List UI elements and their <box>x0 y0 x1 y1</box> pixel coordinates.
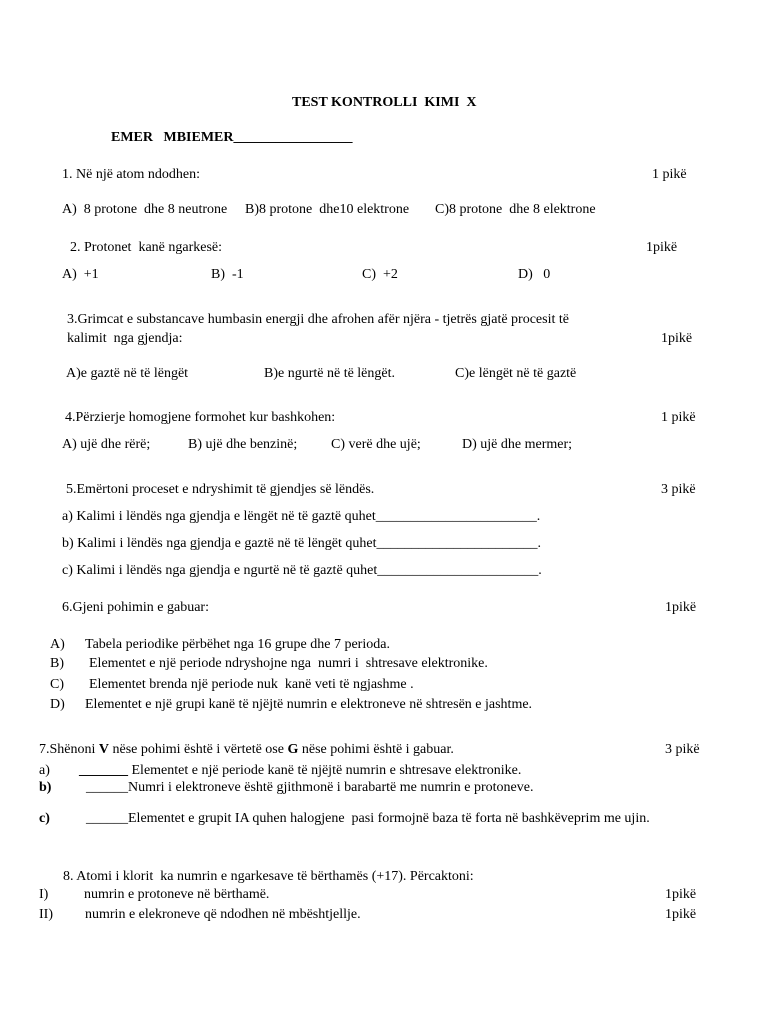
question-3-points: 1pikë <box>661 331 693 346</box>
q8-item-i: numrin e protoneve në bërthamë. <box>84 887 270 902</box>
q8-item-i-letter: I) <box>39 887 49 902</box>
q3-option-c: C)e lëngët në të gaztë <box>455 366 577 381</box>
question-7 <box>39 742 454 758</box>
question-1: 1. Në një atom ndodhen: <box>62 167 201 182</box>
q7-item-a <box>79 763 521 779</box>
q5-item-a <box>62 509 540 525</box>
q6-option-a: Tabela periodike përbëhet nga 16 grupe dhe 7 perioda. <box>85 637 390 652</box>
q6-option-c-letter: C) <box>50 677 64 692</box>
q4-option-b: B) ujë dhe benzinë; <box>188 437 298 452</box>
q1-option-a: A) 8 protone dhe 8 neutrone <box>62 202 228 217</box>
answer-blank[interactable]: ______ <box>86 811 128 826</box>
q6-option-d: Elementet e një grupi kanë të njëjtë numrin e elektroneve në shtresën e jashtme. <box>85 697 533 712</box>
q7-item-a-letter: a) <box>39 763 50 778</box>
q4-option-c: C) verë dhe ujë; <box>331 437 421 452</box>
question-5-points: 3 pikë <box>661 482 696 497</box>
answer-blank[interactable]: _______________________. <box>377 563 542 578</box>
q7-item-a-text: Elementet e një periode kanë të njëjtë numrin e shtresave elektronike. <box>128 763 522 778</box>
q2-option-b: B) -1 <box>211 267 244 282</box>
q7-item-b-letter: b) <box>39 780 52 795</box>
q7-text-3: nëse pohimi është i gabuar. <box>298 742 454 757</box>
question-5: 5.Emërtoni proceset e ndryshimit të gjendjes së lëndës. <box>66 482 375 497</box>
q7-item-c <box>86 811 650 827</box>
question-3-line-2: kalimit nga gjendja: <box>67 331 183 346</box>
q6-option-b: Elementet e një periode ndryshojne nga numri i shtresave elektronike. <box>89 656 488 671</box>
q1-option-c: C)8 protone dhe 8 elektrone <box>435 202 596 217</box>
q7-item-c-letter: c) <box>39 811 50 826</box>
q5-item-b <box>62 536 541 552</box>
q8-item-ii: numrin e elekroneve që ndodhen në mbështjellje. <box>85 907 361 922</box>
q5-item-c <box>62 563 542 579</box>
q6-option-a-letter: A) <box>50 637 65 652</box>
q7-item-c-text: Elementet e grupit IA quhen halogjene pasi formojnë baza të forta në bashkëveprim me ujin. <box>128 811 650 826</box>
question-8: 8. Atomi i klorit ka numrin e ngarkesave të bërthamës (+17). Përcaktoni: <box>63 869 474 884</box>
q6-option-d-letter: D) <box>50 697 65 712</box>
q4-option-d: D) ujë dhe mermer; <box>462 437 573 452</box>
q2-option-c: C) +2 <box>362 267 398 282</box>
q6-option-b-letter: B) <box>50 656 64 671</box>
question-4: 4.Përzierje homogjene formohet kur bashkohen: <box>65 410 336 425</box>
name-label: EMER MBIEMER <box>111 130 234 145</box>
q7-item-b-text: Numri i elektroneve është gjithmonë i barabartë me numrin e protoneve. <box>128 780 534 795</box>
q7-text-2: nëse pohimi është i vërtetë ose <box>109 742 288 757</box>
question-6-points: 1pikë <box>665 600 697 615</box>
q1-option-b: B)8 protone dhe10 elektrone <box>245 202 410 217</box>
q7-item-b <box>86 780 533 796</box>
q5-item-b-text: b) Kalimi i lëndës nga gjendja e gaztë në të lëngët quhet <box>62 536 377 551</box>
q2-option-d: D) 0 <box>518 267 551 282</box>
q7-true-letter: V <box>98 742 110 757</box>
question-2: 2. Protonet kanë ngarkesë: <box>70 240 223 255</box>
question-3-line-1: 3.Grimcat e substancave humbasin energji dhe afrohen afër njëra - tjetrës gjatë procesit të <box>67 312 569 327</box>
q3-option-b: B)e ngurtë në të lëngët. <box>264 366 396 381</box>
name-field-label <box>111 130 353 146</box>
question-1-points: 1 pikë <box>652 167 687 182</box>
q7-text-1: 7.Shënoni <box>39 742 99 757</box>
q5-item-a-text: a) Kalimi i lëndës nga gjendja e lëngët në të gaztë quhet <box>62 509 376 524</box>
page-title: TEST KONTROLLI KIMI X <box>292 95 477 110</box>
answer-blank[interactable]: _______________________. <box>375 509 541 524</box>
q5-item-c-text: c) Kalimi i lëndës nga gjendja e ngurtë në të gaztë quhet <box>62 563 378 578</box>
q8-item-ii-points: 1pikë <box>665 907 697 922</box>
answer-blank[interactable]: _______ <box>79 763 128 778</box>
q4-option-a: A) ujë dhe rërë; <box>62 437 151 452</box>
q7-false-letter: G <box>287 742 299 757</box>
question-2-points: 1pikë <box>646 240 678 255</box>
q2-option-a: A) +1 <box>62 267 99 282</box>
question-6: 6.Gjeni pohimin e gabuar: <box>62 600 209 615</box>
q8-item-i-points: 1pikë <box>665 887 697 902</box>
name-line: _________________ <box>233 130 353 145</box>
answer-blank[interactable]: ______ <box>86 780 128 795</box>
q8-item-ii-letter: II) <box>39 907 53 922</box>
question-7-points: 3 pikë <box>665 742 700 757</box>
question-4-points: 1 pikë <box>661 410 696 425</box>
answer-blank[interactable]: _______________________. <box>376 536 541 551</box>
q6-option-c: Elementet brenda një periode nuk kanë veti të ngjashme . <box>89 677 414 692</box>
q3-option-a: A)e gaztë në të lëngët <box>66 366 189 381</box>
